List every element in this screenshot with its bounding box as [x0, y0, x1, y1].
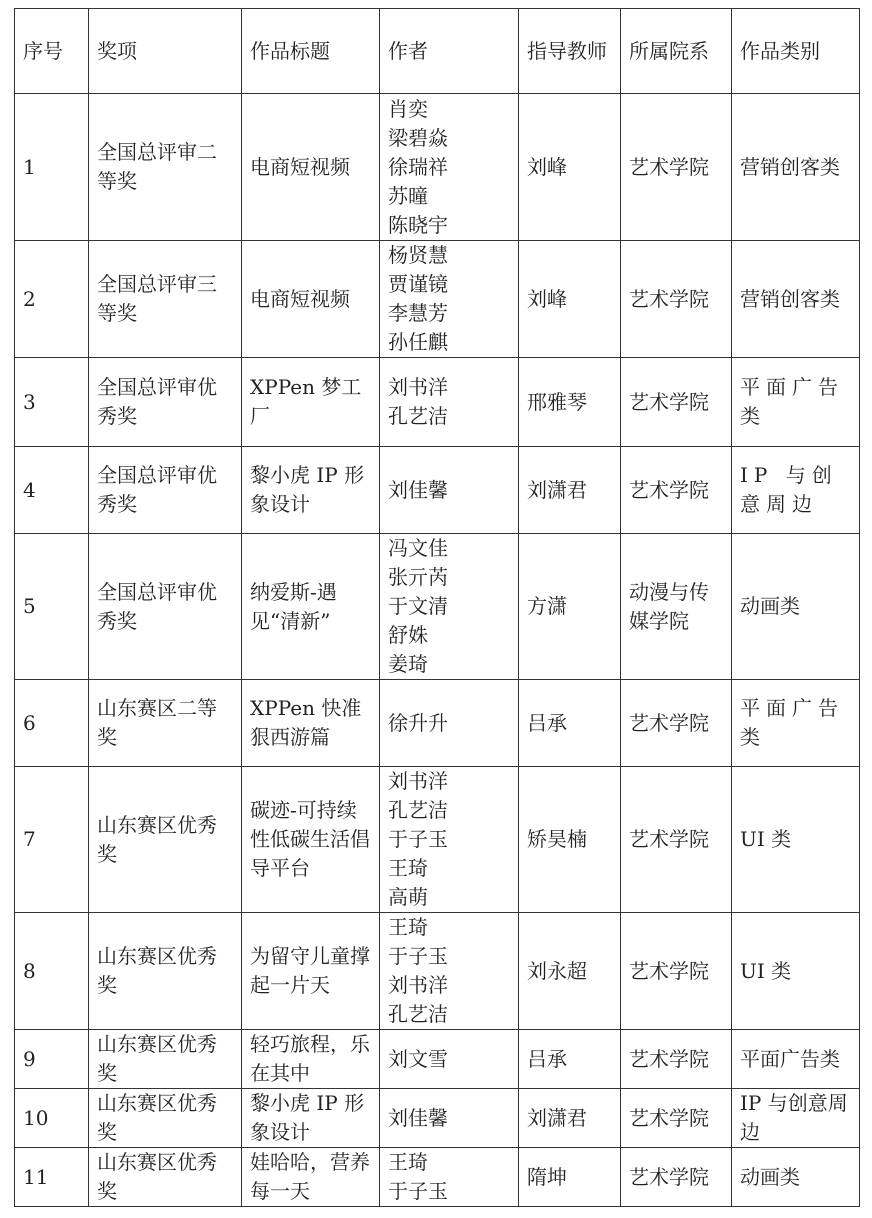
cell-seq: 5 — [15, 534, 89, 680]
cell-authors — [380, 534, 519, 680]
cell-award: 山东赛区二等奖 — [89, 680, 242, 767]
cell-title: 为留守儿童撑起一片天 — [242, 913, 380, 1030]
author-name: 刘书洋 — [388, 769, 448, 793]
cell-category: 营销创客类 — [732, 241, 860, 358]
table-row — [15, 1148, 860, 1207]
cell-category: 平面广告类 — [732, 358, 860, 447]
cell-teacher: 吕承 — [519, 680, 621, 767]
cell-department: 艺术学院 — [621, 1030, 732, 1089]
cell-category: 营销创客类 — [732, 94, 860, 241]
table-row — [15, 1089, 860, 1148]
cell-department: 艺术学院 — [621, 447, 732, 534]
header-author: 作者 — [380, 9, 519, 94]
author-name: 陈晓宇 — [388, 212, 448, 237]
cell-authors — [380, 680, 519, 767]
author-name: 刘书洋 — [388, 973, 448, 997]
cell-title: 娃哈哈，营养每一天 — [242, 1148, 380, 1207]
cell-authors — [380, 1089, 519, 1148]
cell-seq: 9 — [15, 1030, 89, 1089]
cell-teacher: 刘潇君 — [519, 447, 621, 534]
author-name: 贾谨镜 — [388, 272, 448, 296]
author-name: 舒姝 — [388, 623, 428, 647]
cell-award: 全国总评审二等奖 — [89, 94, 242, 241]
cell-title: 黎小虎 IP 形象设计 — [242, 447, 380, 534]
cell-seq: 2 — [15, 241, 89, 358]
cell-teacher: 吕承 — [519, 1030, 621, 1089]
cell-authors — [380, 447, 519, 534]
author-name: 于文清 — [388, 594, 448, 618]
author-name: 梁碧焱 — [388, 125, 448, 150]
cell-seq: 7 — [15, 767, 89, 913]
cell-authors — [380, 913, 519, 1030]
author-name: 刘文雪 — [388, 1046, 448, 1071]
cell-department: 艺术学院 — [621, 1148, 732, 1207]
author-name: 徐升升 — [388, 710, 448, 735]
cell-teacher: 邢雅琴 — [519, 358, 621, 447]
cell-award: 山东赛区优秀奖 — [89, 913, 242, 1030]
cell-category: 平面广告类 — [732, 1030, 860, 1089]
cell-department: 艺术学院 — [621, 767, 732, 913]
cell-award: 山东赛区优秀奖 — [89, 1148, 242, 1207]
author-name: 冯文佳 — [388, 536, 448, 560]
cell-category: IP 与创意周边 — [732, 1089, 860, 1148]
cell-seq: 4 — [15, 447, 89, 534]
cell-teacher: 隋坤 — [519, 1148, 621, 1207]
cell-seq: 8 — [15, 913, 89, 1030]
cell-title: 碳迹-可持续性低碳生活倡导平台 — [242, 767, 380, 913]
cell-department: 艺术学院 — [621, 358, 732, 447]
cell-authors — [380, 767, 519, 913]
cell-title: 黎小虎 IP 形象设计 — [242, 1089, 380, 1148]
author-name: 肖奕 — [388, 96, 428, 121]
author-name: 李慧芳 — [388, 301, 448, 325]
cell-teacher: 刘峰 — [519, 241, 621, 358]
author-name: 苏曈 — [388, 183, 428, 208]
table-row — [15, 241, 860, 358]
cell-authors — [380, 358, 519, 447]
table-row — [15, 680, 860, 767]
cell-award: 全国总评审优秀奖 — [89, 358, 242, 447]
cell-department: 艺术学院 — [621, 241, 732, 358]
author-name: 杨贤慧 — [388, 243, 448, 267]
cell-authors — [380, 1148, 519, 1207]
author-name: 刘佳馨 — [388, 477, 448, 502]
author-name: 王琦 — [388, 1150, 428, 1174]
header-category: 作品类别 — [732, 9, 860, 94]
cell-category: 动画类 — [732, 534, 860, 680]
table-row — [15, 94, 860, 241]
cell-title: 纳爱斯-遇见“清新” — [242, 534, 380, 680]
table-row — [15, 358, 860, 447]
cell-authors — [380, 1030, 519, 1089]
author-name: 张亓芮 — [388, 565, 448, 589]
cell-department: 动漫与传媒学院 — [621, 534, 732, 680]
author-name: 于子玉 — [388, 1179, 448, 1203]
cell-teacher: 刘潇君 — [519, 1089, 621, 1148]
author-name: 王琦 — [388, 915, 428, 939]
cell-teacher: 方潇 — [519, 534, 621, 680]
table-row — [15, 534, 860, 680]
cell-category: 平面广告类 — [732, 680, 860, 767]
cell-department: 艺术学院 — [621, 94, 732, 241]
header-seq: 序号 — [15, 9, 89, 94]
cell-authors — [380, 94, 519, 241]
author-name: 于子玉 — [388, 827, 448, 851]
cell-teacher: 矫昊楠 — [519, 767, 621, 913]
cell-teacher: 刘永超 — [519, 913, 621, 1030]
table-row — [15, 913, 860, 1030]
header-department: 所属院系 — [621, 9, 732, 94]
cell-title: 轻巧旅程，乐在其中 — [242, 1030, 380, 1089]
cell-award: 山东赛区优秀奖 — [89, 1030, 242, 1089]
cell-category: UI 类 — [732, 913, 860, 1030]
author-name: 孔艺洁 — [388, 798, 448, 822]
author-name: 孔艺洁 — [388, 1002, 448, 1026]
cell-title: 电商短视频 — [242, 94, 380, 241]
author-name: 王琦 — [388, 856, 428, 880]
cell-title: 电商短视频 — [242, 241, 380, 358]
cell-authors — [380, 241, 519, 358]
author-name: 姜琦 — [388, 652, 428, 676]
cell-award: 全国总评审优秀奖 — [89, 534, 242, 680]
cell-department: 艺术学院 — [621, 913, 732, 1030]
cell-seq: 6 — [15, 680, 89, 767]
cell-category: UI 类 — [732, 767, 860, 913]
cell-award: 全国总评审优秀奖 — [89, 447, 242, 534]
cell-category: 动画类 — [732, 1148, 860, 1207]
header-title: 作品标题 — [242, 9, 380, 94]
author-name: 孔艺洁 — [388, 404, 448, 428]
cell-seq: 10 — [15, 1089, 89, 1148]
author-name: 孙任麒 — [388, 330, 448, 354]
table-row — [15, 447, 860, 534]
author-name: 高萌 — [388, 885, 428, 909]
table-row — [15, 767, 860, 913]
author-name: 徐瑞祥 — [388, 154, 448, 179]
cell-award: 全国总评审三等奖 — [89, 241, 242, 358]
header-row — [15, 9, 860, 94]
cell-seq: 1 — [15, 94, 89, 241]
cell-department: 艺术学院 — [621, 1089, 732, 1148]
author-name: 于子玉 — [388, 944, 448, 968]
author-name: 刘书洋 — [388, 375, 448, 399]
cell-title: XPPen 快准狠西游篇 — [242, 680, 380, 767]
cell-award: 山东赛区优秀奖 — [89, 767, 242, 913]
author-name: 刘佳馨 — [388, 1105, 448, 1130]
cell-award: 山东赛区优秀奖 — [89, 1089, 242, 1148]
cell-title: XPPen 梦工厂 — [242, 358, 380, 447]
awards-table — [14, 8, 860, 1207]
cell-seq: 3 — [15, 358, 89, 447]
table-row — [15, 1030, 860, 1089]
cell-category: IP 与创意周边 — [732, 447, 860, 534]
header-award: 奖项 — [89, 9, 242, 94]
cell-teacher: 刘峰 — [519, 94, 621, 241]
cell-seq: 11 — [15, 1148, 89, 1207]
cell-department: 艺术学院 — [621, 680, 732, 767]
header-teacher: 指导教师 — [519, 9, 621, 94]
